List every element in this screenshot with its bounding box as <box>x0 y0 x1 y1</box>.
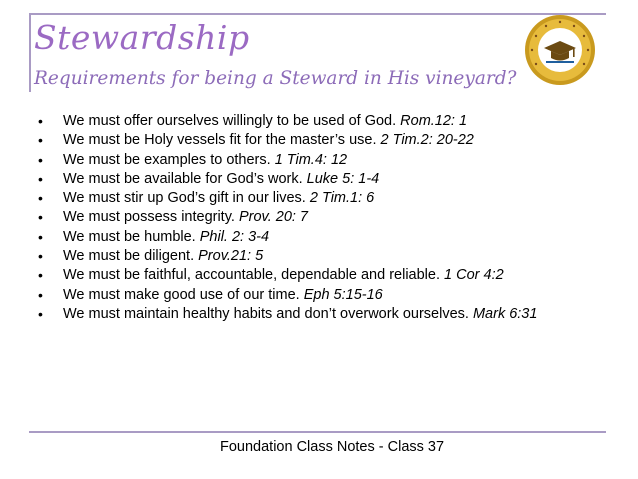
item-text: We must be faithful, accountable, dependable and reliable. <box>63 267 445 284</box>
bullet-icon: • <box>38 151 43 168</box>
item-text: We must be Holy vessels fit for the master’s use. <box>63 132 381 149</box>
scripture-reference: 1 Tim.4: 12 <box>274 151 348 168</box>
slide-footer: Foundation Class Notes - Class 37 <box>220 439 445 455</box>
slide-title: Stewardship <box>34 18 250 57</box>
bullet-icon: • <box>38 132 43 149</box>
item-text: We must be examples to others. <box>63 151 275 168</box>
list-item <box>38 228 578 247</box>
scripture-reference: Eph 5:15-16 <box>303 286 383 303</box>
scripture-reference: Mark 6:31 <box>472 305 538 322</box>
item-text: We must be humble. <box>63 228 200 245</box>
requirements-list <box>38 112 578 324</box>
list-item <box>38 208 578 227</box>
item-text: We must be diligent. <box>63 248 199 265</box>
slide-subtitle: Requirements for being a Steward in His vineyard? <box>34 68 517 89</box>
list-item <box>38 170 578 189</box>
list-item <box>38 112 578 131</box>
list-item <box>38 286 578 305</box>
scripture-reference: Prov. 20: 7 <box>238 209 308 226</box>
list-item <box>38 247 578 266</box>
list-item <box>38 266 578 285</box>
list-item <box>38 189 578 208</box>
item-text: We must make good use of our time. <box>63 286 304 303</box>
bullet-icon: • <box>38 267 43 284</box>
list-item <box>38 131 578 150</box>
scripture-reference: Luke 5: 1-4 <box>306 170 380 187</box>
bullet-icon: • <box>38 190 43 207</box>
scripture-reference: Prov.21: 5 <box>198 248 264 265</box>
scripture-reference: 2 Tim.2: 20-22 <box>380 132 474 149</box>
bullet-icon: • <box>38 286 43 303</box>
scripture-reference: 1 Cor 4:2 <box>444 267 504 284</box>
bullet-icon: • <box>38 170 43 187</box>
bullet-icon: • <box>38 248 43 265</box>
frame-left-rule <box>29 13 31 92</box>
item-text: We must possess integrity. <box>63 209 239 226</box>
academy-seal-logo <box>524 14 596 86</box>
item-text: We must be available for God’s work. <box>63 170 307 187</box>
list-item <box>38 151 578 170</box>
bullet-icon: • <box>38 113 43 129</box>
bullet-icon: • <box>38 305 43 322</box>
scripture-reference: Rom.12: 1 <box>400 113 468 129</box>
bullet-icon: • <box>38 209 43 226</box>
footer-rule <box>29 431 606 433</box>
item-text: We must stir up God’s gift in our lives. <box>63 190 310 207</box>
list-item <box>38 305 578 324</box>
scripture-reference: 2 Tim.1: 6 <box>309 190 375 207</box>
bullet-icon: • <box>38 228 43 245</box>
item-text: We must offer ourselves willingly to be used of God. <box>63 113 401 129</box>
item-text: We must maintain healthy habits and don’t overwork ourselves. <box>63 305 473 322</box>
frame-top-rule <box>29 13 606 15</box>
scripture-reference: Phil. 2: 3-4 <box>199 228 270 245</box>
